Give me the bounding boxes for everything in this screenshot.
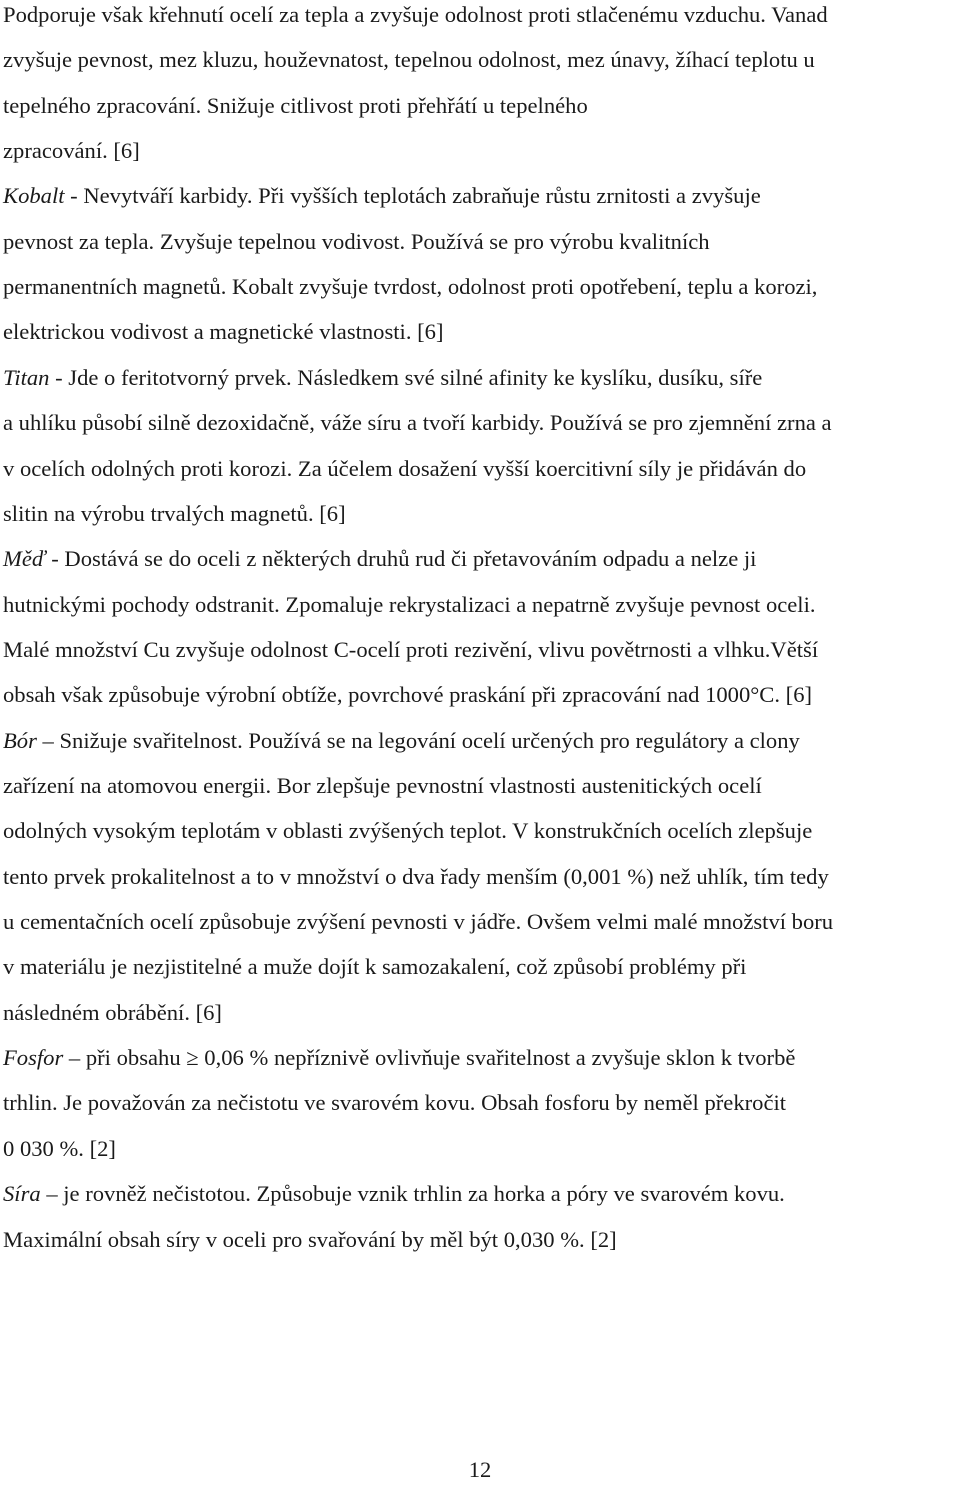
text-line	[3, 181, 761, 211]
element-term: Bór	[3, 727, 37, 753]
text-line	[3, 0, 828, 30]
text-line	[3, 227, 710, 257]
element-term: Měď	[3, 546, 46, 572]
text-line	[3, 91, 588, 121]
line-text: v ocelích odolných proti korozi. Za účelem dosažení vyšší koercitivní síly je přidáván do	[3, 455, 807, 481]
text-line	[3, 499, 346, 529]
text-line	[3, 1043, 795, 1073]
line-text: zpracování. [6]	[3, 138, 140, 164]
element-term: Síra	[3, 1181, 41, 1207]
line-text: 0 030 %. [2]	[3, 1135, 116, 1161]
line-text: slitin na výrobu trvalých magnetů. [6]	[3, 500, 346, 526]
line-text: – Snižuje svařitelnost. Používá se na legování ocelí určených pro regulátory a clony	[36, 727, 800, 753]
element-term: Titan	[3, 364, 50, 390]
page-number: 12	[468, 1457, 492, 1482]
text-line	[3, 363, 762, 393]
text-line	[3, 862, 829, 892]
text-line	[3, 726, 800, 756]
line-text: zvyšuje pevnost, mez kluzu, houževnatost, tepelnou odolnost, mez únavy, žíhací teplotu u	[3, 47, 815, 73]
line-text: zařízení na atomovou energii. Bor zlepšuje pevnostní vlastnosti austenitických ocelí	[3, 773, 762, 798]
text-line	[3, 590, 816, 620]
line-text: - Dostává se do oceli z některých druhů rud či přetavováním odpadu a nelze ji	[45, 546, 757, 572]
text-line	[3, 952, 746, 982]
text-line	[3, 907, 833, 937]
line-text: a uhlíku působí silně dezoxidačně, váže síru a tvoří karbidy. Používá se pro zjemnění zrna a	[3, 410, 832, 436]
line-text: Maximální obsah síry v oceli pro svařování by měl být 0,030 %. [2]	[3, 1226, 617, 1252]
text-line	[3, 1134, 116, 1164]
text-line	[3, 816, 812, 846]
text-line	[3, 45, 815, 75]
text-line	[3, 635, 818, 665]
text-line	[3, 1088, 786, 1118]
line-text: Podporuje však křehnutí ocelí za tepla a zvyšuje odolnost proti stlačenému vzduchu. Vanad	[3, 2, 828, 27]
line-text: Malé množství Cu zvyšuje odolnost C-ocelí proti rezivění, vlivu povětrnosti a vlhku.Větší	[3, 636, 819, 662]
text-line	[3, 136, 140, 166]
text-line	[3, 1225, 617, 1255]
line-text: - Nevytváří karbidy. Při vyšších teplotách zabraňuje růstu zrnitosti a zvyšuje	[64, 183, 761, 209]
text-line	[3, 544, 756, 574]
text-line	[3, 408, 832, 438]
text-line	[3, 680, 812, 710]
line-text: permanentních magnetů. Kobalt zvyšuje tvrdost, odolnost proti opotřebení, teplu a korozi,	[3, 274, 818, 300]
line-text: hutnickými pochody odstranit. Zpomaluje rekrystalizaci a nepatrně zvyšuje pevnost oceli.	[3, 591, 816, 617]
line-text: elektrickou vodivost a magnetické vlastnosti. [6]	[3, 319, 444, 345]
element-term: Fosfor	[3, 1045, 64, 1070]
text-line	[3, 317, 443, 347]
text-line	[3, 272, 817, 302]
line-text: tento prvek prokalitelnost a to v množství o dva řady menším (0,001 %) než uhlík, tím tedy	[3, 863, 829, 889]
line-text: trhlin. Je považován za nečistotu ve svarovém kovu. Obsah fosforu by neměl překročit	[3, 1090, 787, 1116]
line-text: tepelného zpracování. Snižuje citlivost proti přehřátí u tepelného	[3, 92, 588, 118]
line-text: odolných vysokým teplotám v oblasti zvýšených teplot. V konstrukčních ocelích zlepšuje	[3, 818, 813, 844]
line-text: - Jde o feritotvorný prvek. Následkem své silné afinity ke kyslíku, dusíku, síře	[49, 364, 763, 390]
text-line	[3, 1179, 785, 1209]
line-text: – při obsahu ≥ 0,06 % nepříznivě ovlivňuje svařitelnost a zvyšuje sklon k tvorbě	[63, 1045, 796, 1070]
line-text: u cementačních ocelí způsobuje zvýšení pevnosti v jádře. Ovšem velmi malé množství boru	[3, 909, 834, 934]
line-text: – je rovněž nečistotou. Způsobuje vznik trhlin za horka a póry ve svarovém kovu.	[40, 1181, 785, 1207]
line-text: následném obrábění. [6]	[3, 999, 222, 1025]
line-text: pevnost za tepla. Zvyšuje tepelnou vodivost. Používá se pro výrobu kvalitních	[3, 228, 710, 254]
text-line	[3, 998, 222, 1028]
line-text: v materiálu je nezjistitelné a muže dojít k samozakalení, což způsobí problémy při	[3, 954, 747, 980]
element-term: Kobalt	[3, 183, 65, 209]
line-text: obsah však způsobuje výrobní obtíže, povrchové praskání při zpracování nad 1000°C. [6]	[3, 682, 813, 708]
text-line	[3, 454, 806, 484]
text-line	[3, 771, 762, 801]
